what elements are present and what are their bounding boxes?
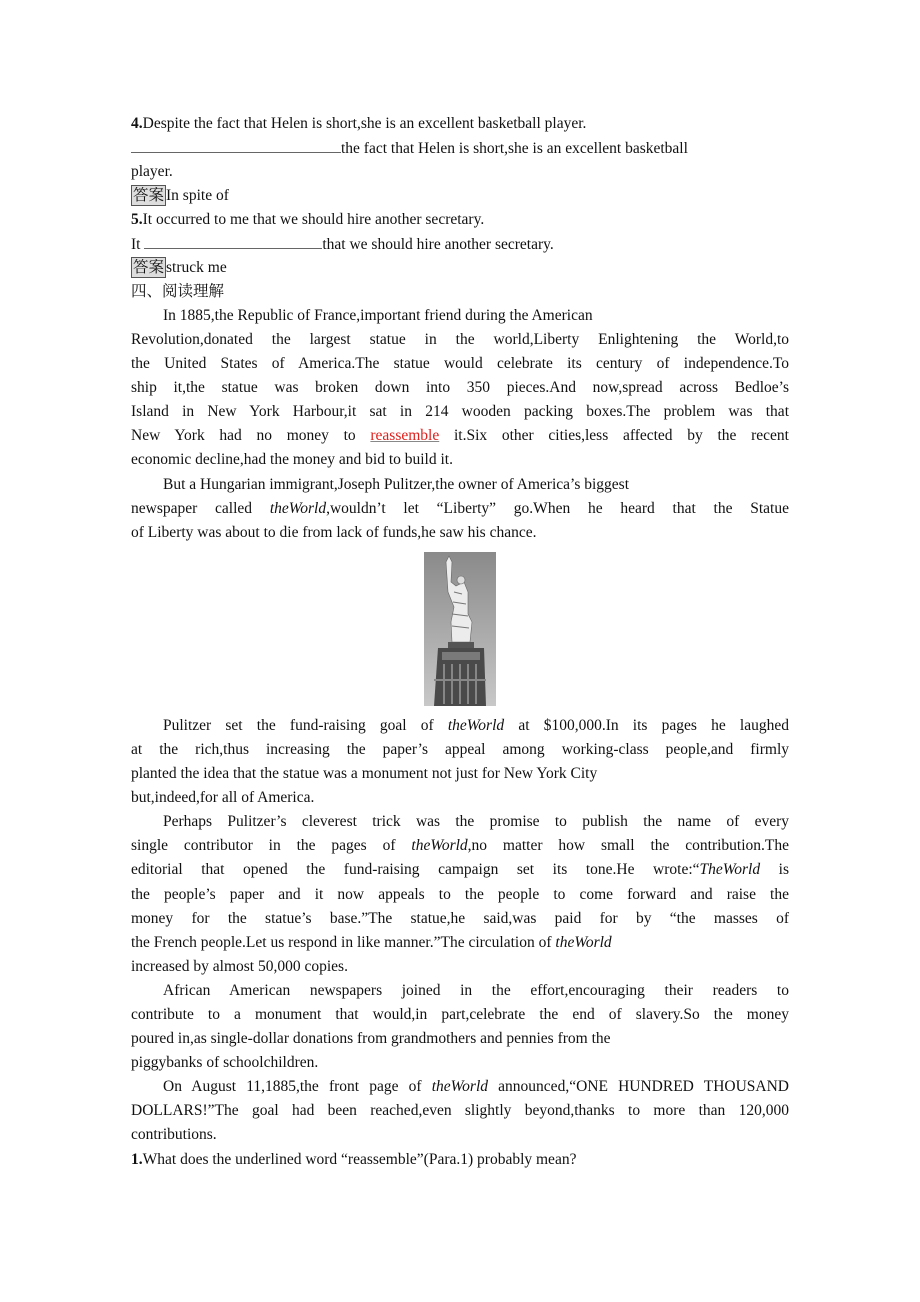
text-span: What does the underlined word “reassemble”(Para.1) probably mean? bbox=[142, 1151, 577, 1168]
text-span: It occurred to me that we should hire another secretary. bbox=[142, 211, 485, 228]
text-span: But a Hungarian immigrant,Joseph Pulitzer,the owner of America’s biggest bbox=[163, 476, 629, 493]
text-line bbox=[131, 448, 789, 472]
text-span: In spite of bbox=[166, 187, 229, 204]
text-line bbox=[131, 160, 789, 184]
text-span: planted the idea that the statue was a monument not just for New York City bbox=[131, 765, 598, 782]
text-span: money for the statue’s base.”The statue,he said,was paid for by “the masses of bbox=[131, 910, 789, 927]
question-number: 1. bbox=[131, 1151, 143, 1168]
answer-label: 答案 bbox=[133, 259, 165, 276]
text-line bbox=[131, 883, 789, 907]
text-span: contributions. bbox=[131, 1126, 217, 1143]
text-line bbox=[131, 497, 789, 521]
text-span: piggybanks of schoolchildren. bbox=[131, 1054, 319, 1071]
text-span: is bbox=[760, 861, 789, 878]
text-span: at the rich,thus increasing the paper’s appeal among working-class people,and firmly bbox=[131, 741, 789, 758]
text-line bbox=[131, 1148, 789, 1172]
underlined-word: reassemble bbox=[370, 427, 440, 444]
text-line bbox=[131, 955, 789, 979]
text-line bbox=[131, 280, 789, 304]
text-span: of Liberty was about to die from lack of funds,he saw his chance. bbox=[131, 524, 537, 541]
text-line bbox=[131, 1027, 789, 1051]
text-span: ,wouldn’t let “Liberty” go.When he heard that the Statue bbox=[326, 500, 789, 517]
text-line bbox=[131, 762, 789, 786]
text-span: On August 11,1885,the front page of bbox=[163, 1078, 432, 1095]
newspaper-title: theWorld bbox=[411, 837, 468, 854]
text-line bbox=[131, 352, 789, 376]
text-span: announced,“ONE HUNDRED THOUSAND bbox=[488, 1078, 789, 1095]
newspaper-title: theWorld bbox=[269, 500, 327, 517]
text-span: poured in,as single-dollar donations from grandmothers and pennies from the bbox=[131, 1030, 611, 1047]
statue-of-liberty-photo bbox=[424, 552, 496, 706]
text-span: Perhaps Pulitzer’s cleverest trick was the promise to publish the name of every bbox=[163, 813, 789, 830]
text-line bbox=[131, 834, 789, 858]
text-span: Island in New York Harbour,it sat in 214 wooden packing boxes.The problem was that bbox=[131, 403, 789, 420]
text-span: ship it,the statue was broken down into 350 pieces.And now,spread across Bedloe’s bbox=[131, 379, 789, 396]
question-number: 5. bbox=[131, 211, 143, 228]
text-line bbox=[131, 858, 789, 882]
text-line bbox=[131, 1003, 789, 1027]
text-span: it.Six other cities,less affected by the recent bbox=[439, 427, 789, 444]
text-line bbox=[131, 376, 789, 400]
text-span: that we should hire another secretary. bbox=[322, 236, 554, 253]
text-span: 四、阅读理解 bbox=[131, 283, 225, 300]
question-number: 4. bbox=[131, 115, 143, 132]
text-line bbox=[131, 400, 789, 424]
text-span: single contributor in the pages of bbox=[131, 837, 412, 854]
newspaper-title: TheWorld bbox=[699, 861, 761, 878]
text-line bbox=[131, 1099, 789, 1123]
answer-blank bbox=[144, 232, 322, 249]
text-span: It bbox=[131, 236, 145, 253]
text-line bbox=[163, 810, 789, 834]
text-line bbox=[131, 136, 789, 160]
text-span: editorial that opened the fund-raising campaign set its tone.He wrote:“ bbox=[131, 861, 700, 878]
text-line bbox=[163, 304, 789, 328]
text-line bbox=[131, 328, 789, 352]
text-line bbox=[131, 931, 789, 955]
text-line bbox=[131, 1051, 789, 1075]
text-line bbox=[131, 907, 789, 931]
text-line bbox=[131, 1123, 789, 1147]
text-span: increased by almost 50,000 copies. bbox=[131, 958, 348, 975]
text-span: New York had no money to bbox=[131, 427, 371, 444]
text-line bbox=[131, 208, 789, 232]
text-line bbox=[131, 184, 789, 208]
text-span: the French people.Let us respond in like manner.”The circulation of bbox=[131, 934, 556, 951]
text-line bbox=[163, 1075, 789, 1099]
text-line bbox=[131, 786, 789, 810]
text-span: the United States of America.The statue would celebrate its century of independence.To bbox=[131, 355, 789, 372]
newspaper-title: theWorld bbox=[555, 934, 612, 951]
text-span: African American newspapers joined in the effort,encouraging their readers to bbox=[163, 982, 789, 999]
text-span: the people’s paper and it now appeals to the people to come forward and raise the bbox=[131, 886, 789, 903]
answer-blank bbox=[131, 136, 341, 153]
text-span: newspaper called bbox=[131, 500, 270, 517]
text-span: economic decline,had the money and bid to build it. bbox=[131, 451, 453, 468]
text-line bbox=[163, 979, 789, 1003]
text-span: Revolution,donated the largest statue in the world,Liberty Enlightening the World,to bbox=[131, 331, 789, 348]
text-line bbox=[131, 112, 789, 136]
answer-label: 答案 bbox=[133, 187, 165, 204]
text-span: Despite the fact that Helen is short,she is an excellent basketball player. bbox=[142, 115, 587, 132]
text-line bbox=[131, 232, 789, 256]
text-line bbox=[131, 424, 789, 448]
text-span: In 1885,the Republic of France,important friend during the American bbox=[163, 307, 593, 324]
text-line bbox=[163, 473, 789, 497]
text-span: but,indeed,for all of America. bbox=[131, 789, 315, 806]
text-span: Pulitzer set the fund-raising goal of bbox=[163, 717, 448, 734]
text-line bbox=[131, 738, 789, 762]
text-span: ,no matter how small the contribution.The bbox=[467, 837, 790, 854]
newspaper-title: theWorld bbox=[431, 1078, 489, 1095]
text-span: contribute to a monument that would,in part,celebrate the end of slavery.So the money bbox=[131, 1006, 789, 1023]
newspaper-title: theWorld bbox=[447, 717, 505, 734]
text-span: at $100,000.In its pages he laughed bbox=[504, 717, 789, 734]
text-line bbox=[131, 256, 789, 280]
text-span: DOLLARS!”The goal had been reached,even slightly beyond,thanks to more than 120,000 bbox=[131, 1102, 789, 1119]
text-span: player. bbox=[131, 163, 173, 180]
text-line bbox=[131, 521, 789, 545]
text-span: struck me bbox=[166, 259, 227, 276]
text-span: the fact that Helen is short,she is an excellent basketball bbox=[341, 140, 688, 157]
text-line bbox=[163, 714, 789, 738]
